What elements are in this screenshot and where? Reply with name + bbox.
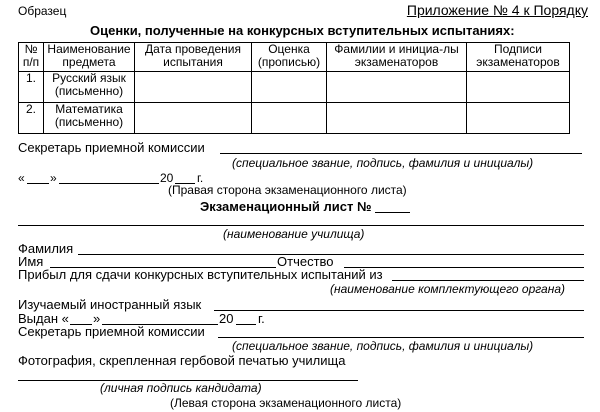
organ-hint: (наименование комплектующего органа) bbox=[330, 282, 566, 296]
row-date-cell bbox=[135, 72, 252, 103]
row-num: 2. bbox=[19, 103, 44, 134]
right-side-note: (Правая сторона экзаменационного листа) bbox=[168, 183, 407, 197]
issued-year-line bbox=[236, 324, 256, 325]
header-grade: Оценка (прописью) bbox=[252, 43, 327, 72]
issued-year: 20 bbox=[219, 311, 234, 326]
date-day-line bbox=[27, 183, 49, 184]
secretary-hint: (специальное звание, подпись, фамилия и инициалы) bbox=[232, 156, 534, 170]
row-num: 1. bbox=[19, 72, 44, 103]
secretary-left-label: Секретарь приемной комиссии bbox=[18, 324, 205, 339]
grades-table bbox=[18, 42, 570, 134]
language-line bbox=[214, 310, 584, 311]
secretary-line bbox=[220, 153, 582, 154]
date-g: г. bbox=[197, 171, 204, 185]
row-subject: Русский язык (письменно) bbox=[44, 72, 135, 103]
header-num: № п/п bbox=[19, 43, 44, 72]
row-grade-cell bbox=[252, 103, 327, 134]
issued-g: г. bbox=[258, 311, 265, 326]
table-row bbox=[19, 72, 570, 103]
header-examiners: Фамилии и инициа-лы экзаменаторов bbox=[327, 43, 467, 72]
school-line bbox=[18, 225, 584, 226]
header-signatures: Подписи экзаменаторов bbox=[467, 43, 570, 72]
name-label: Имя bbox=[18, 254, 44, 269]
signature-hint: (личная подпись кандидата) bbox=[100, 381, 262, 395]
language-label: Изучаемый иностранный язык bbox=[18, 297, 202, 312]
secretary-left-hint: (специальное звание, подпись, фамилия и инициалы) bbox=[232, 339, 534, 353]
photo-label: Фотография, скрепленная гербовой печатью училища bbox=[18, 353, 346, 368]
row-examiners-cell bbox=[327, 103, 467, 134]
sample-label: Образец bbox=[18, 4, 67, 18]
date-mid-quote: » bbox=[50, 171, 57, 185]
header-date: Дата проведения испытания bbox=[135, 43, 252, 72]
row-date-cell bbox=[135, 103, 252, 134]
header-subject: Наименование предмета bbox=[44, 43, 135, 72]
row-examiners-cell bbox=[327, 72, 467, 103]
row-signatures-cell bbox=[467, 103, 570, 134]
table-header-row bbox=[19, 43, 570, 72]
issued-mid-quote: » bbox=[93, 311, 101, 326]
grades-title: Оценки, полученные на конкурсных вступительных испытаниях: bbox=[90, 23, 515, 38]
date-open-quote: « bbox=[18, 171, 25, 185]
row-signatures-cell bbox=[467, 72, 570, 103]
arrived-label: Прибыл для сдачи конкурсных вступительных испытаний из bbox=[18, 267, 383, 282]
secretary-label: Секретарь приемной комиссии bbox=[18, 140, 205, 155]
patronymic-label: Отчество bbox=[277, 254, 334, 269]
left-side-note: (Левая сторона экзаменационного листа) bbox=[170, 396, 402, 410]
school-hint: (наименование училища) bbox=[223, 227, 365, 241]
secretary-left-line bbox=[218, 337, 584, 338]
row-grade-cell bbox=[252, 72, 327, 103]
table-row bbox=[19, 103, 570, 134]
date-year: 20 bbox=[160, 171, 174, 185]
arrived-line bbox=[392, 280, 584, 281]
date-month-line bbox=[59, 183, 159, 184]
surname-label: Фамилия bbox=[18, 241, 74, 256]
issued-label: Выдан « bbox=[18, 311, 69, 326]
exam-sheet-number-line bbox=[375, 212, 410, 213]
row-subject: Математика (письменно) bbox=[44, 103, 135, 134]
appendix-label: Приложение № 4 к Порядку bbox=[406, 2, 588, 18]
exam-sheet-title: Экзаменационный лист № bbox=[200, 199, 372, 214]
